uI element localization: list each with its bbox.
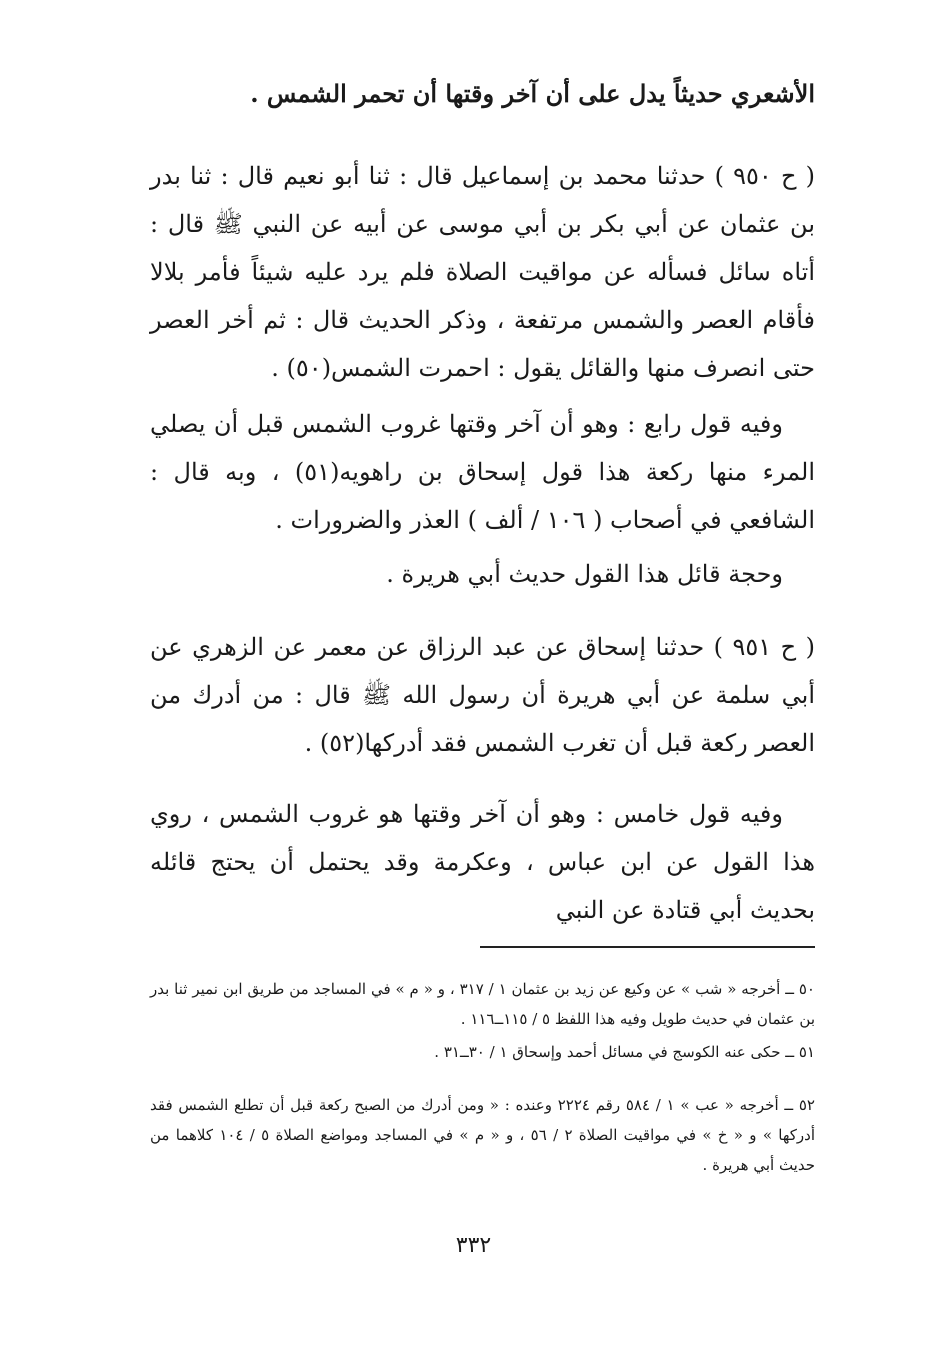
page-number: ٣٣٢	[455, 1233, 492, 1258]
paragraph-hadith-950: ( ح ٩٥٠ ) حدثنا محمد بن إسماعيل قال : ثنا أبو نعيم قال : ثنا بدر بن عثمان عن أبي بكر بن أبي موسى عن أبيه عن النبي ﷺ قال : أتاه سائل فسأله عن مواقيت الصلاة فلم يرد عليه شيئاً فأمر بلالا فأقام العصر والشمس مرتفعة ، وذكر الحديث قال : ثم أخر العصر حتى انصرف منها والقائل يقول : احمرت الشمس(٥٠) .	[150, 162, 815, 382]
paragraph-continuation: الأشعري حديثاً يدل على أن آخر وقتها أن تحمر الشمس .	[250, 79, 815, 108]
paragraph-hadith-951: ( ح ٩٥١ ) حدثنا إسحاق عن عبد الرزاق عن معمر عن الزهري عن أبي سلمة عن أبي هريرة أن رسول الله ﷺ قال : من أدرك من العصر ركعة قبل أن تغرب الشمس فقد أدركها(٥٢) .	[150, 633, 815, 757]
paragraph-fourth-opinion: وفيه قول رابع : وهو أن آخر وقتها غروب الشمس قبل أن يصلي المرء منها ركعة هذا قول إسحاق بن راهويه(٥١) ، وبه قال : الشافعي في أصحاب ( ١٠٦ / ألف ) العذر والضرورات .	[150, 410, 815, 534]
footnote-51: ٥١ ــ حكى عنه الكوسج في مسائل أحمد وإسحاق ١ / ٣٠ــ٣١ .	[434, 1043, 815, 1061]
footnote-52: ٥٢ ــ أخرجه « عب » ١ / ٥٨٤ رقم ٢٢٢٤ وعنده : « ومن أدرك من الصبح ركعة قبل أن تطلع الشمس فقد أدركها » و « خ » في مواقيت الصلاة ٢ / ٥٦ ، و « م » في المساجد ومواضع الصلاة ٥ / ١٠٤ كلاهما من حديث أبي هريرة .	[150, 1096, 816, 1174]
footnote-divider	[480, 946, 815, 948]
paragraph-fifth-opinion: وفيه قول خامس : وهو أن آخر وقتها هو غروب الشمس ، روي هذا القول عن ابن عباس ، وعكرمة وقد يحتمل أن يحتج قائله بحديث أبي قتادة عن النبي	[150, 800, 815, 924]
paragraph-argument: وحجة قائل هذا القول حديث أبي هريرة .	[386, 560, 783, 588]
footnote-50: ٥٠ ــ أخرجه « شب » عن وكيع عن زيد بن عثمان ١ / ٣١٧ ، و « م » في المساجد من طريق ابن نمير ثنا بدر بن عثمان في حديث طويل وفيه هذا اللفظ ٥ / ١١٥ــ١١٦ .	[150, 980, 815, 1028]
